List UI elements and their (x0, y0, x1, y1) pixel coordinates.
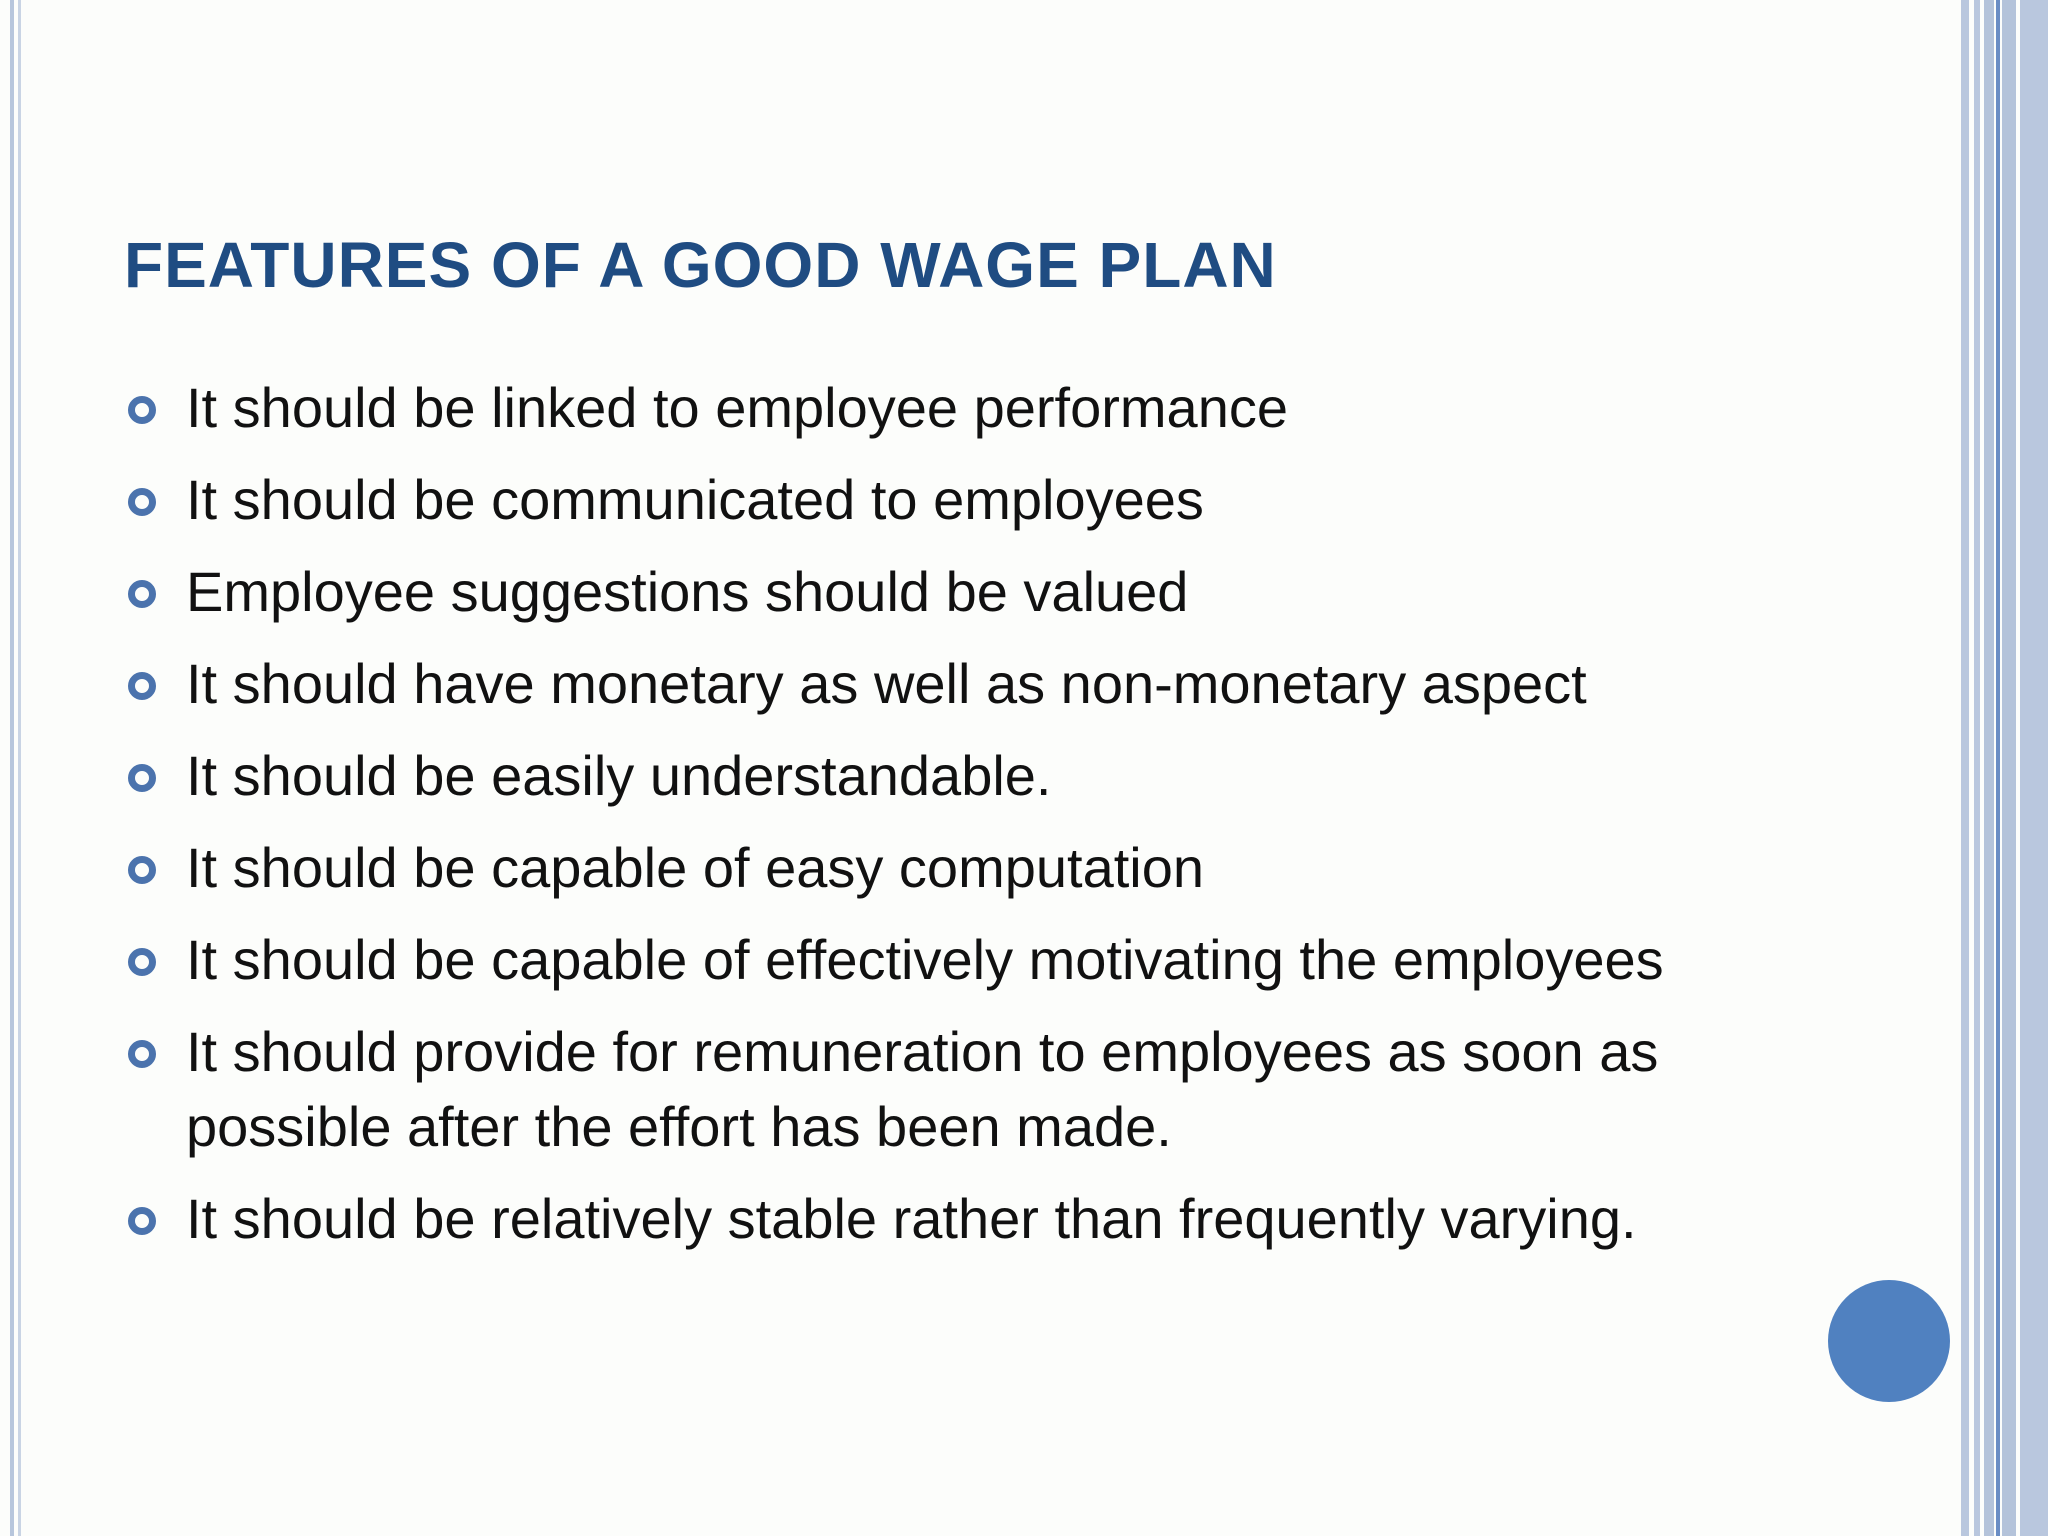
bullet-text: It should be relatively stable rather than frequently varying. (186, 1187, 1637, 1250)
bullet-text: It should be capable of easy computation (186, 836, 1205, 899)
bullet-text: Employee suggestions should be valued (186, 560, 1189, 623)
ring-bullet-icon (128, 1207, 156, 1235)
bullet-item (124, 1181, 1706, 1256)
bullet-text: It should provide for remuneration to employees as soon as possible after the effort has been made. (186, 1020, 1659, 1158)
right-border-stripe (1961, 0, 1969, 1536)
right-border-stripe (1984, 0, 1994, 1536)
bullet-text: It should be communicated to employees (186, 468, 1204, 531)
bullet-text: It should be linked to employee performance (186, 376, 1288, 439)
left-border-line (10, 0, 14, 1536)
bullet-text: It should be capable of effectively motivating the employees (186, 928, 1664, 991)
right-border-stripe (2002, 0, 2016, 1536)
bullet-item (124, 370, 1804, 445)
ring-bullet-icon (128, 764, 156, 792)
ring-bullet-icon (128, 856, 156, 884)
bullet-item (124, 1014, 1826, 1164)
ring-bullet-icon (128, 396, 156, 424)
bullet-item (124, 462, 1804, 537)
bullet-item (124, 646, 1804, 721)
ring-bullet-icon (128, 1040, 156, 1068)
slide-title: FEATURES OF A GOOD WAGE PLAN (124, 229, 1277, 301)
bullet-text: It should have monetary as well as non-monetary aspect (186, 652, 1587, 715)
ring-bullet-icon (128, 580, 156, 608)
left-border-line-inner (18, 0, 21, 1536)
bullet-list (124, 370, 1804, 1273)
bullet-item (124, 922, 1666, 997)
bullet-item (124, 554, 1804, 629)
bullet-text: It should be easily understandable. (186, 744, 1052, 807)
bullet-item (124, 830, 1804, 905)
right-border-stripe (1974, 0, 1980, 1536)
decorative-circle (1828, 1280, 1950, 1402)
ring-bullet-icon (128, 948, 156, 976)
bullet-item (124, 738, 1804, 813)
right-border-stripe (2020, 0, 2048, 1536)
ring-bullet-icon (128, 488, 156, 516)
ring-bullet-icon (128, 672, 156, 700)
right-border-accent-line (1996, 0, 2000, 1536)
